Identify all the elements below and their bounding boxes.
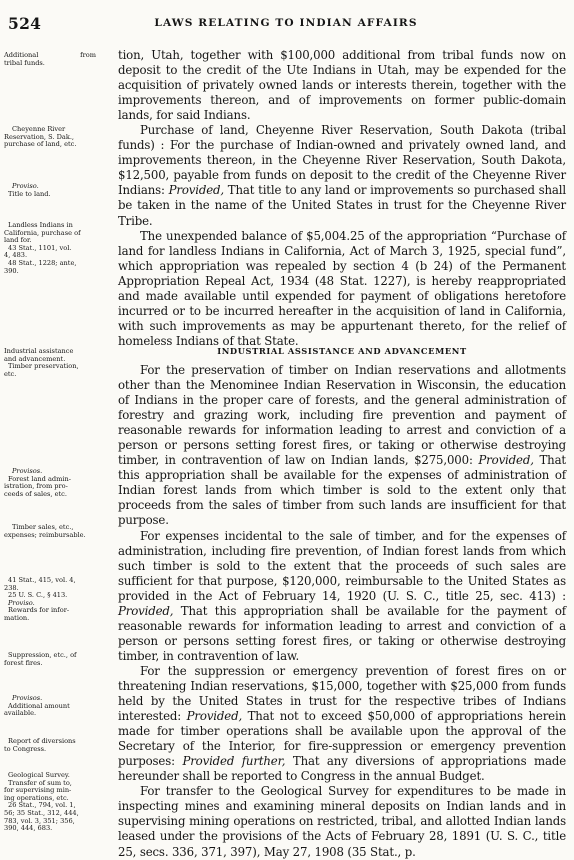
sidenote-line: purchase of land, etc. xyxy=(4,140,77,149)
sidenote-line: expenses; reimbursable. xyxy=(4,530,86,539)
provided-keyword: Provided, xyxy=(168,183,225,198)
sidenote-landless xyxy=(4,222,114,275)
sidenote-line: Additional amount xyxy=(8,701,70,710)
sidenote-line: 26 Stat., 794, vol. 1, xyxy=(8,801,76,810)
text-run: For expenses incidental to the sale of timber, and for the expenses of administration, including fire prevention, of Indian forest lands from which such timber is sold to the extent that the proceeds of such sales are sufficient for that purpose, $120,000, reimbursable to the United States as provided in the Act of February 14, 1920 (U. S. C., title 25, sec. 413) : xyxy=(118,528,566,603)
sidenote-line: Proviso. xyxy=(8,598,35,607)
sidenote-line: Timber preservation, xyxy=(8,362,79,371)
sidenote-line: 43 Stat., 1101, vol. xyxy=(8,243,72,252)
provided-keyword: Provided, xyxy=(478,453,534,468)
paragraph-timber-preservation xyxy=(118,363,566,529)
provided-keyword: Provided, xyxy=(186,709,243,724)
paragraph-timber-sales xyxy=(118,529,566,664)
body-lower xyxy=(118,363,566,860)
sidenote-line: Reservation, S. Dak., xyxy=(4,132,75,141)
sidenote-line: available. xyxy=(4,709,37,718)
page-number: 524 xyxy=(8,14,42,33)
sidenote-industrial xyxy=(4,348,114,378)
sidenote-line: 25 U. S. C., § 413. xyxy=(8,591,68,600)
sidenote-tribal-funds xyxy=(4,52,114,67)
sidenote-stat-415 xyxy=(4,577,114,623)
sidenote-report xyxy=(4,738,114,753)
sidenote-line: ceeds of sales, etc. xyxy=(4,489,67,498)
sidenote-line: Report of diversions xyxy=(8,737,76,745)
sidenote-line: 390, 444, 683. xyxy=(4,824,53,833)
sidenote-line: Geological Survey. xyxy=(8,771,70,779)
sidenote-line: Title to land. xyxy=(8,189,51,198)
text-run: Purchase of land, Cheyenne River Reservation, South Dakota (tribal funds) : For the purchase of Indian-owned and privately owned land, and improvements thereon, in the Cheyenne River Reservation, South Dakota, $12,500, payable from funds on deposit to the credit of the Cheyenne River Indians: xyxy=(118,123,566,198)
text-run: That not to exceed $50,000 of appropriations herein made for timber operations shall be available upon the approval of the Secretary of the Interior, for fire-suppression or emergency prevention purposes: xyxy=(118,709,566,769)
sidenote-line: istration, from pro- xyxy=(4,482,68,491)
sidenote-line: 48 Stat., 1228; ante, xyxy=(8,258,77,267)
sidenote-provisos-additional xyxy=(4,695,114,718)
text-run: For the preservation of timber on Indian reservations and allotments other than the Menominee Indian Reservation in Wisconsin, the education of Indians in the proper care of forests, and the general administration of forestry and grazing work, including fire prevention and payment of reasonable rewards for information leading to arrest and conviction of a person or persons setting forest fires, or taking or otherwise destroying timber, in contravention of law on Indian lands, $275,000: xyxy=(118,363,566,468)
paragraph-cheyenne xyxy=(118,123,566,228)
sidenote-line: 238. xyxy=(4,583,19,592)
sidenote-line: Forest land admin- xyxy=(8,474,71,483)
text-run: That this appropriation shall be available for the payment of reasonable rewards for information leading to arrest and conviction of a person or persons setting forest fires, or taking or otherwise destroying timber, in contravention of law. xyxy=(118,603,566,663)
sidenote-timber-sales xyxy=(4,524,114,539)
sidenote-line: 783, vol. 3, 351; 356, xyxy=(4,816,75,825)
sidenote-line: 56; 35 Stat., 312, 444, xyxy=(4,808,79,817)
sidenote-line: 390. xyxy=(4,266,19,275)
sidenote-line: Industrial assistance xyxy=(4,347,74,355)
sidenote-line: California, purchase of xyxy=(4,228,81,237)
text-run: For the suppression or emergency prevention of forest fires on or threatening Indian reservations, $15,000, together with $25,000 from funds held by the United States in trust for the respective tribes of Indians interested: xyxy=(118,663,566,724)
sidenote-line: tribal funds. xyxy=(4,58,45,67)
sidenote-line: Provisos. xyxy=(12,467,43,475)
sidenote-cheyenne xyxy=(4,126,114,149)
provided-further-keyword: Provided further, xyxy=(182,754,286,769)
running-title: LAWS RELATING TO INDIAN AFFAIRS xyxy=(154,17,418,29)
paragraph-landless: The unexpended balance of $5,004.25 of the appropriation “Purchase of land for landless Indians in California, Act of March 3, 1925, special fund”, which appropriation was repealed by section 4 (b 24) of the Permanent Appropriation Repeal Act, 1934 (48 Stat. 1227), is hereby reappropriated and made available until expended for payment of obligations heretofore incurred or to be incurred hereafter in the acquisition of land in California, with such improvements as may be appurtenant thereto, for the relief of homeless Indians of that State. xyxy=(118,228,566,348)
sidenote-line: Provisos. xyxy=(12,694,43,702)
sidenote-suppression xyxy=(4,652,114,667)
text-run: That this appropriation shall be available for the expenses of administration of Indian forest lands from which timber is sold to the extent only that proceeds from the sales of timber from such lands are insufficient for that purpose. xyxy=(118,453,566,528)
sidenote-geological xyxy=(4,772,114,833)
section-heading: INDUSTRIAL ASSISTANCE AND ADVANCEMENT xyxy=(217,346,467,356)
sidenote-line: Suppression, etc., of xyxy=(8,651,77,659)
sidenote-line: 41 Stat., 415, vol. 4, xyxy=(8,576,76,584)
text-run: That title to any land or improvements so purchased shall be taken in the name of the United States in trust for the Cheyenne River Tribe. xyxy=(118,183,566,228)
sidenote-line: to Congress. xyxy=(4,744,47,753)
page-header xyxy=(8,14,564,36)
sidenote-line: land for. xyxy=(4,236,32,245)
sidenote-line: forest fires. xyxy=(4,658,43,667)
sidenote-provisos-forest xyxy=(4,468,114,498)
paragraph-fire-suppression xyxy=(118,664,566,784)
provided-keyword: Provided, xyxy=(118,603,174,618)
sidenote-line: ing operations, etc. xyxy=(4,793,69,802)
sidenote-line: Transfer of sum to, xyxy=(8,778,72,787)
paragraph-geological: For transfer to the Geological Survey for expenditures to be made in inspecting mines and examining mineral deposits on Indian lands and in supervising mining operations on restricted, tribal, and allotted Indian lands leased under the provisions of the Acts of February 28, 1891 (U. S. C., title 25, secs. 336, 371, 397), May 27, 1908 (35 Stat., p. xyxy=(118,784,566,859)
body-upper xyxy=(118,48,566,349)
sidenote-line: Timber sales, etc., xyxy=(12,523,74,531)
sidenote-proviso-title xyxy=(4,183,114,198)
paragraph-ute: tion, Utah, together with $100,000 additional from tribal funds now on deposit to the credit of the Ute Indians in Utah, may be expended for the acquisition of privately owned lands or interests therein, together with the improvements thereon, and of improvements on former public-domain lands, for said Indians. xyxy=(118,48,566,123)
sidenote-line: Proviso. xyxy=(12,182,39,190)
sidenote-line: Additional from xyxy=(4,51,96,59)
text-run: That any diversions of appropriations made hereunder shall be reported to Congress in the annual Budget. xyxy=(118,754,566,784)
sidenote-line: Cheyenne River xyxy=(12,125,66,133)
sidenote-line: mation. xyxy=(4,613,30,622)
sidenote-line: 4, 483. xyxy=(4,251,28,260)
sidenote-line: Landless Indians in xyxy=(8,221,73,229)
sidenote-line: for supervising min- xyxy=(4,786,72,795)
sidenote-line: and advancement. xyxy=(4,354,66,363)
sidenote-line: etc. xyxy=(4,369,17,378)
sidenote-line: Rewards for infor- xyxy=(8,606,70,615)
